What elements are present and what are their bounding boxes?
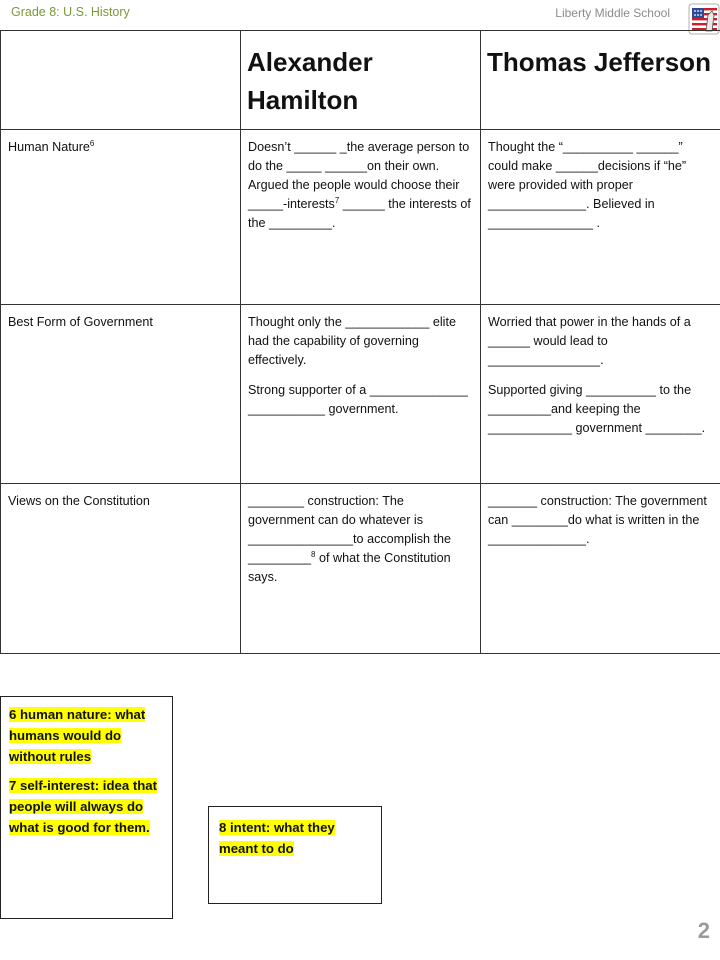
cell-paragraph: ________ construction: The government can do whatever is _______________to accomplish the _________$^8$ of what the Constitution says. <box>248 494 452 584</box>
footnote-7: 7 self-interest: idea that people will always do what is good for them. <box>9 778 158 835</box>
jefferson-cell <box>481 484 720 654</box>
jefferson-cell <box>481 130 720 305</box>
cell-paragraph: _______ construction: The government can ________do what is written in the ______________. <box>488 494 707 546</box>
header-empty-cell <box>1 31 241 130</box>
school-name: Liberty Middle School <box>555 6 670 20</box>
footnote-8: 8 intent: what they meant to do <box>219 820 335 856</box>
footnote-6: 6 human nature: what humans would do without rules <box>9 707 146 764</box>
table-row <box>1 130 720 305</box>
comparison-table <box>0 30 720 654</box>
header-jefferson: Thomas Jefferson <box>481 31 720 130</box>
row-topic: Best Form of Government <box>1 305 241 484</box>
page-number: 2 <box>697 918 710 943</box>
hamilton-cell <box>241 484 481 654</box>
footnotes-left-box <box>0 696 173 919</box>
hamilton-cell <box>241 130 481 305</box>
course-label: Grade 8: U.S. History <box>11 5 130 19</box>
hamilton-cell <box>241 305 481 484</box>
cell-paragraph: Supported giving __________ to the _________and keeping the ____________ government ________. <box>488 383 706 435</box>
cell-paragraph: Thought only the ____________ elite had the capability of governing effectively. <box>248 315 456 367</box>
row-topic: Views on the Constitution <box>1 484 241 654</box>
footnote-right-box <box>208 806 382 904</box>
header-hamilton: Alexander Hamilton <box>241 31 481 130</box>
table-header-row <box>1 31 720 130</box>
table-row <box>1 484 720 654</box>
cell-paragraph: Strong supporter of a ______________ ___________ government. <box>248 383 468 416</box>
cell-paragraph: Doesn’t ______ _the average person to do the _____ ______on their own. Argued the people would choose their _____-interests$^7$ ______ the interests of the _________. <box>248 140 471 230</box>
table-row <box>1 305 720 484</box>
cell-paragraph: Thought the “__________ ______” could make ______decisions if “he” were provided with proper ______________. Believed in _______________ . <box>488 140 687 230</box>
row-topic: Human Nature$^6$ <box>1 130 241 305</box>
jefferson-cell <box>481 305 720 484</box>
cell-paragraph: Worried that power in the hands of a ______ would lead to ________________. <box>488 315 691 367</box>
